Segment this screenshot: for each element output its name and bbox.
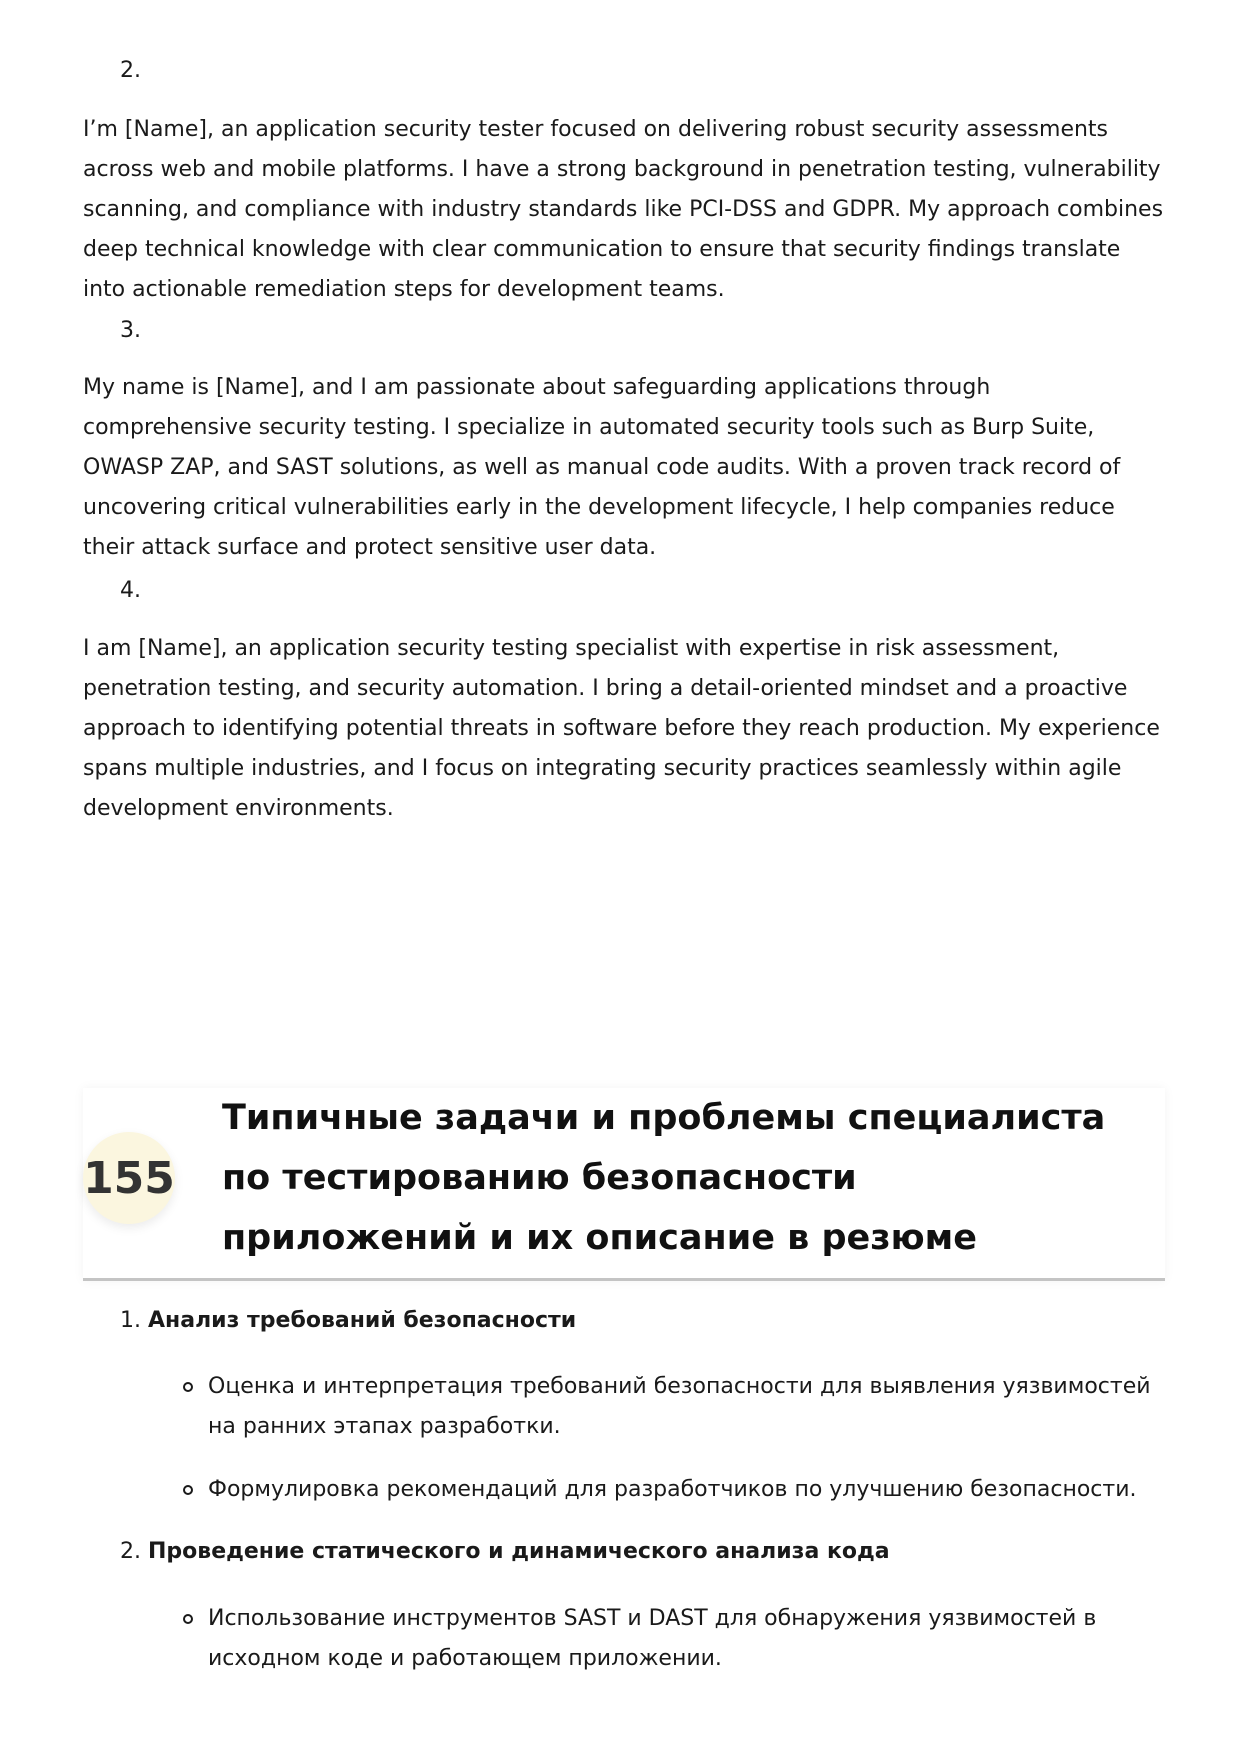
task-number: 1. xyxy=(120,1308,141,1333)
section-title: Типичные задачи и проблемы специалиста по тестированию безопасности приложений и их описание в резюме xyxy=(222,1098,1106,1258)
variant-paragraph: I am [Name], an application security testing specialist with expertise in risk assessment, penetration testing, and security automation. I bring a detail-oriented mindset and a proactive approach to identifying potential threats in software before they reach production. My experience spans multiple industries, and I focus on integrating security practices seamlessly within agile development environments. xyxy=(83,636,1160,821)
task-bullet-text: Использование инструментов SAST и DAST для обнаружения уязвимостей в исходном коде и работающем приложении. xyxy=(208,1606,1097,1671)
variant-number: 4. xyxy=(120,578,141,603)
hollow-bullet-icon xyxy=(183,1485,193,1495)
task-bullet-item xyxy=(208,1599,1168,1679)
task-number: 2. xyxy=(120,1539,141,1564)
section-header xyxy=(83,1088,1165,1281)
hollow-bullet-icon xyxy=(183,1382,193,1392)
task-bullet-item xyxy=(208,1367,1168,1447)
task-bullet-text: Оценка и интерпретация требований безопасности для выявления уязвимостей на ранних этапах разработки. xyxy=(208,1374,1151,1439)
task-heading xyxy=(120,1306,576,1336)
task-title: Проведение статического и динамического анализа кода xyxy=(148,1539,890,1564)
hollow-bullet-icon xyxy=(183,1614,193,1624)
variant-number: 3. xyxy=(120,318,141,343)
task-bullet-text: Формулировка рекомендаций для разработчиков по улучшению безопасности. xyxy=(208,1477,1137,1502)
variant-paragraph: I’m [Name], an application security tester focused on delivering robust security assessments across web and mobile platforms. I have a strong background in penetration testing, vulnerability scanning, and compliance with industry standards like PCI-DSS and GDPR. My approach combines deep technical knowledge with clear communication to ensure that security findings translate into actionable remediation steps for development teams. xyxy=(83,117,1164,302)
task-heading xyxy=(120,1537,890,1567)
section-number-badge: 155 xyxy=(83,1132,175,1224)
variant-number: 2. xyxy=(120,58,141,83)
task-bullet-item xyxy=(208,1470,1168,1510)
task-title: Анализ требований безопасности xyxy=(148,1308,577,1333)
variant-paragraph: My name is [Name], and I am passionate about safeguarding applications through comprehensive security testing. I specialize in automated security tools such as Burp Suite, OWASP ZAP, and SAST solutions, as well as manual code audits. With a proven track record of uncovering critical vulnerabilities early in the development lifecycle, I help companies reduce their attack surface and protect sensitive user data. xyxy=(83,375,1121,560)
